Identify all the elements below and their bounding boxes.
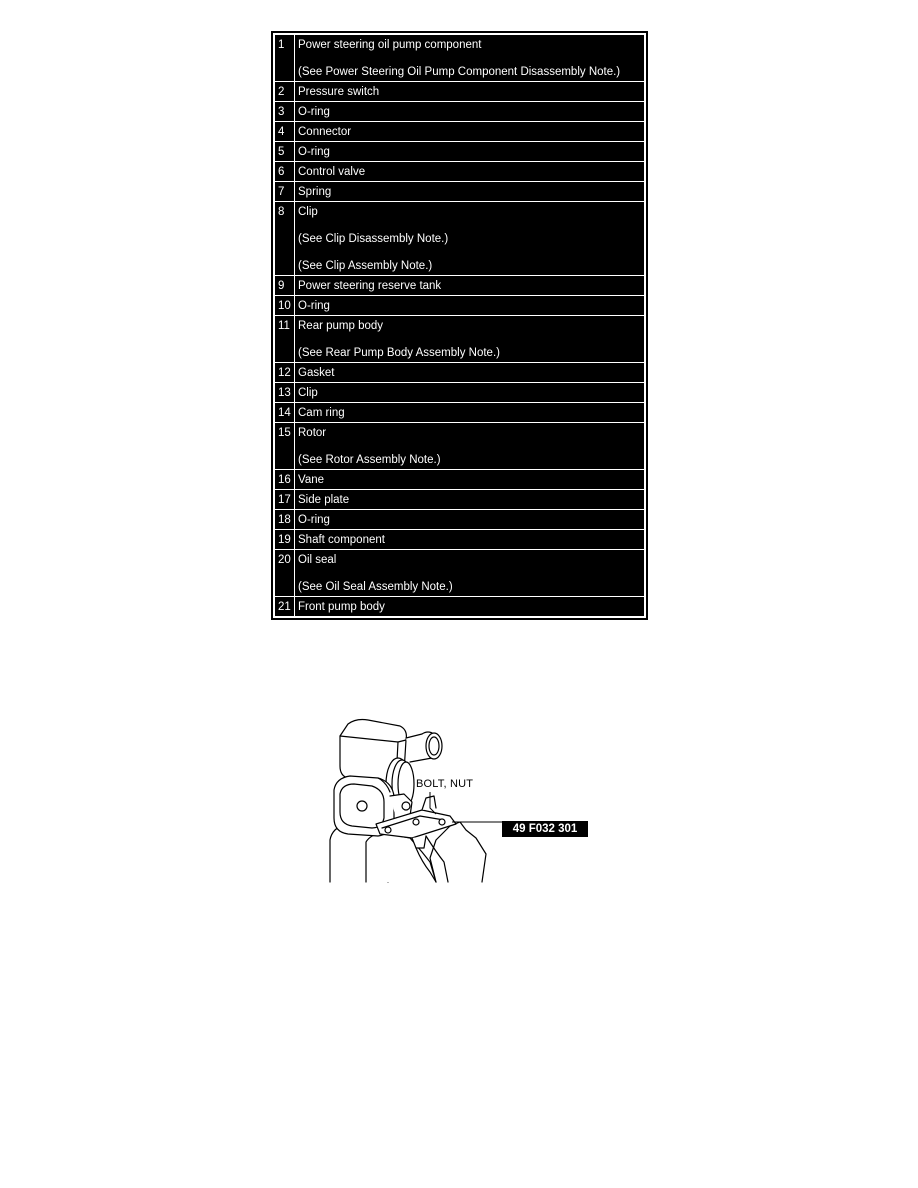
part-number-cell: 3 xyxy=(274,102,295,122)
part-number-cell: 8 xyxy=(274,202,295,276)
sst-number-label: 49 F032 301 xyxy=(502,821,588,837)
part-note: (See Oil Seal Assembly Note.) xyxy=(298,581,453,593)
part-description-cell xyxy=(295,550,646,597)
part-description-cell xyxy=(295,296,646,316)
part-name: Connector xyxy=(298,126,352,138)
part-name: Oil seal xyxy=(298,554,337,566)
part-name: Side plate xyxy=(298,494,350,506)
part-description-cell xyxy=(295,202,646,276)
part-number-cell: 7 xyxy=(274,182,295,202)
part-name: Spring xyxy=(298,186,332,198)
table-row xyxy=(274,276,645,296)
part-name: O-ring xyxy=(298,106,330,118)
part-name: Power steering reserve tank xyxy=(298,280,442,292)
table-row xyxy=(274,597,645,618)
part-number-cell: 2 xyxy=(274,82,295,102)
parts-table-body xyxy=(274,34,645,617)
part-description-cell xyxy=(295,383,646,403)
table-row xyxy=(274,403,645,423)
part-name: Power steering oil pump component xyxy=(298,39,482,51)
part-name: Rotor xyxy=(298,427,327,439)
part-description-cell xyxy=(295,597,646,618)
part-description-cell xyxy=(295,316,646,363)
part-number-cell: 11 xyxy=(274,316,295,363)
part-number-cell: 21 xyxy=(274,597,295,618)
part-number-cell: 13 xyxy=(274,383,295,403)
part-note: (See Rear Pump Body Assembly Note.) xyxy=(298,347,500,359)
table-row xyxy=(274,142,645,162)
table-row xyxy=(274,470,645,490)
part-description-cell xyxy=(295,142,646,162)
table-row xyxy=(274,423,645,470)
table-row xyxy=(274,316,645,363)
part-name: Vane xyxy=(298,474,325,486)
part-number-cell: 16 xyxy=(274,470,295,490)
part-description-cell xyxy=(295,363,646,383)
part-description-cell xyxy=(295,122,646,142)
part-note: (See Power Steering Oil Pump Component Disassembly Note.) xyxy=(298,66,621,78)
table-row xyxy=(274,82,645,102)
part-number-cell: 15 xyxy=(274,423,295,470)
part-number-cell: 18 xyxy=(274,510,295,530)
table-row xyxy=(274,102,645,122)
table-row xyxy=(274,182,645,202)
part-description-cell xyxy=(295,530,646,550)
bolt-nut-callout: BOLT, NUT xyxy=(416,778,474,790)
part-description-cell xyxy=(295,102,646,122)
part-note: (See Clip Assembly Note.) xyxy=(298,260,433,272)
table-row xyxy=(274,296,645,316)
parts-table xyxy=(273,33,646,618)
table-row xyxy=(274,162,645,182)
table-row xyxy=(274,363,645,383)
part-note: (See Rotor Assembly Note.) xyxy=(298,454,441,466)
part-number-cell: 6 xyxy=(274,162,295,182)
part-name: Pressure switch xyxy=(298,86,380,98)
table-row xyxy=(274,383,645,403)
part-description-cell xyxy=(295,510,646,530)
part-description-cell xyxy=(295,82,646,102)
part-number-cell: 5 xyxy=(274,142,295,162)
part-name: Clip xyxy=(298,206,318,218)
part-name: Cam ring xyxy=(298,407,345,419)
table-row xyxy=(274,34,645,82)
part-name: Gasket xyxy=(298,367,335,379)
part-name: O-ring xyxy=(298,146,330,158)
part-name: Clip xyxy=(298,387,318,399)
part-name: Shaft component xyxy=(298,534,385,546)
table-row xyxy=(274,510,645,530)
part-note: (See Clip Disassembly Note.) xyxy=(298,233,449,245)
table-row xyxy=(274,202,645,276)
part-name: O-ring xyxy=(298,300,330,312)
part-description-cell xyxy=(295,423,646,470)
part-number-cell: 14 xyxy=(274,403,295,423)
part-number-cell: 17 xyxy=(274,490,295,510)
part-name: Rear pump body xyxy=(298,320,384,332)
part-number-cell: 20 xyxy=(274,550,295,597)
table-row xyxy=(274,550,645,597)
part-name: Front pump body xyxy=(298,601,385,613)
part-description-cell xyxy=(295,34,646,82)
part-number-cell: 12 xyxy=(274,363,295,383)
table-row xyxy=(274,530,645,550)
part-description-cell xyxy=(295,490,646,510)
part-description-cell xyxy=(295,182,646,202)
part-description-cell xyxy=(295,470,646,490)
part-description-cell xyxy=(295,162,646,182)
table-row xyxy=(274,490,645,510)
part-description-cell xyxy=(295,276,646,296)
part-name: Control valve xyxy=(298,166,366,178)
part-description-cell xyxy=(295,403,646,423)
part-number-cell: 9 xyxy=(274,276,295,296)
part-number-cell: 4 xyxy=(274,122,295,142)
part-number-cell: 19 xyxy=(274,530,295,550)
part-number-cell: 1 xyxy=(274,34,295,82)
part-name: O-ring xyxy=(298,514,330,526)
table-row xyxy=(274,122,645,142)
pump-mounting-illustration xyxy=(326,712,590,884)
part-number-cell: 10 xyxy=(274,296,295,316)
